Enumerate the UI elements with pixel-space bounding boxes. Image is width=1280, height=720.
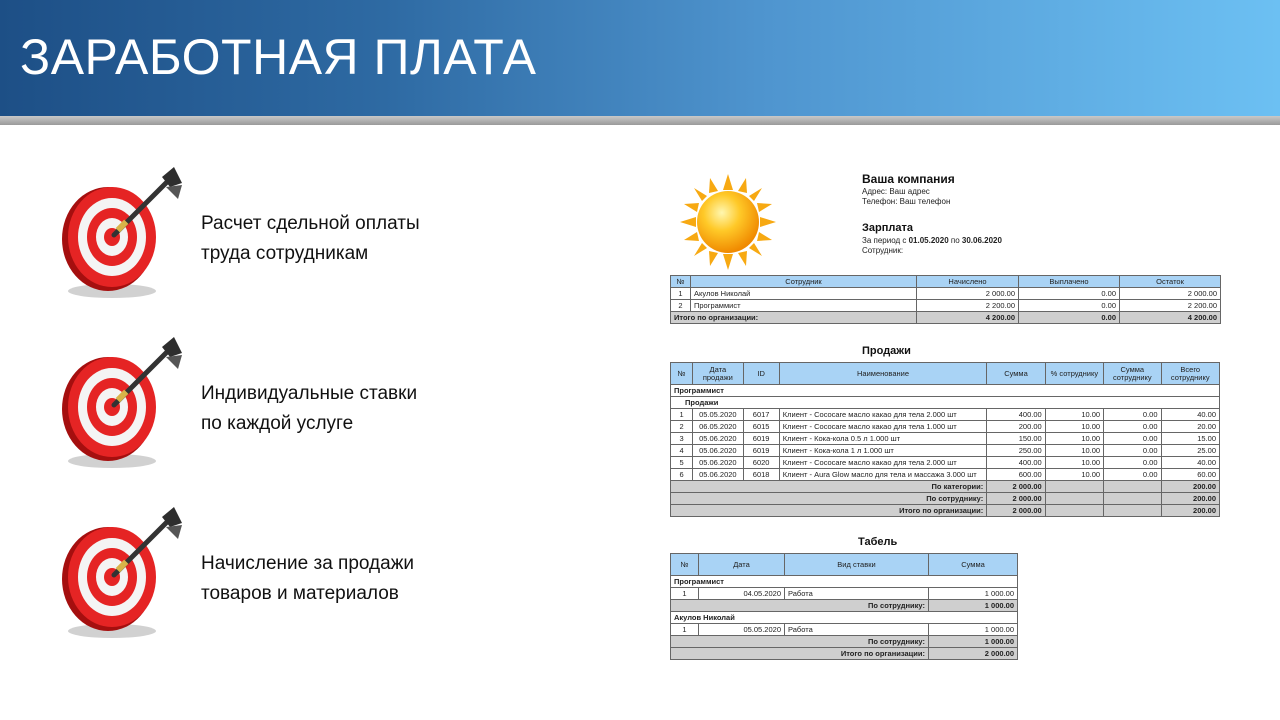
cell: 25.00 bbox=[1161, 445, 1219, 457]
cell: 2 000.00 bbox=[1120, 288, 1221, 300]
cell: 20.00 bbox=[1161, 421, 1219, 433]
salary-table bbox=[670, 275, 1221, 324]
subtotal-row bbox=[671, 600, 1018, 612]
col-percent: % сотруднику bbox=[1045, 363, 1103, 385]
cell: 6015 bbox=[743, 421, 779, 433]
cell: Клиент - Кока-кола 1 л 1.000 шт bbox=[779, 445, 987, 457]
report-period bbox=[862, 236, 1002, 256]
total-cell bbox=[1104, 481, 1161, 493]
cell: 60.00 bbox=[1161, 469, 1219, 481]
company-phone: Телефон: Ваш телефон bbox=[862, 197, 951, 206]
total-cell: 2 000.00 bbox=[987, 493, 1045, 505]
cell: 6017 bbox=[743, 409, 779, 421]
cell: 1 bbox=[671, 409, 693, 421]
feature-item-sales bbox=[50, 505, 500, 645]
cell: 600.00 bbox=[987, 469, 1045, 481]
cell: 10.00 bbox=[1045, 433, 1103, 445]
cell: 5 bbox=[671, 457, 693, 469]
table-row bbox=[671, 433, 1220, 445]
cell: 6019 bbox=[743, 445, 779, 457]
group-label: Программист bbox=[671, 385, 1220, 397]
sun-logo-icon bbox=[678, 172, 778, 272]
total-cell: 2 000.00 bbox=[987, 481, 1045, 493]
cell: Клиент - Cococare масло какао для тела 2.000 шт bbox=[779, 457, 987, 469]
cell: 0.00 bbox=[1104, 421, 1161, 433]
total-cell: 200.00 bbox=[1161, 481, 1219, 493]
table-row bbox=[671, 588, 1018, 600]
cell: Клиент - Cococare масло какао для тела 2.000 шт bbox=[779, 409, 987, 421]
target-icon bbox=[50, 505, 190, 645]
col-employee-total: Всего сотруднику bbox=[1161, 363, 1219, 385]
cell: 3 bbox=[671, 433, 693, 445]
target-icon bbox=[50, 335, 190, 475]
cell: 1 bbox=[671, 588, 699, 600]
cell: 0.00 bbox=[1104, 409, 1161, 421]
col-amount: Сумма bbox=[987, 363, 1045, 385]
cell: 15.00 bbox=[1161, 433, 1219, 445]
page-title: ЗАРАБОТНАЯ ПЛАТА bbox=[20, 29, 537, 85]
target-icon bbox=[50, 165, 190, 305]
col-employee: Сотрудник bbox=[691, 276, 917, 288]
table-header-row bbox=[671, 276, 1221, 288]
cell: 400.00 bbox=[987, 457, 1045, 469]
cell: 150.00 bbox=[987, 433, 1045, 445]
cell: 10.00 bbox=[1045, 421, 1103, 433]
cell: 05.06.2020 bbox=[693, 445, 743, 457]
total-cell bbox=[1104, 493, 1161, 505]
cell: Работа bbox=[785, 588, 929, 600]
group-row bbox=[671, 612, 1018, 624]
col-accrued: Начислено bbox=[917, 276, 1019, 288]
cell: 1 bbox=[671, 288, 691, 300]
feature-line: Расчет сдельной оплаты bbox=[201, 213, 420, 234]
cell: 10.00 bbox=[1045, 457, 1103, 469]
col-item-name: Наименование bbox=[779, 363, 987, 385]
cell: Работа bbox=[785, 624, 929, 636]
cell: 05.05.2020 bbox=[693, 409, 743, 421]
table-row bbox=[671, 624, 1018, 636]
col-rate-type: Вид ставки bbox=[785, 554, 929, 576]
feature-line: товаров и материалов bbox=[201, 583, 399, 604]
cell: 4 bbox=[671, 445, 693, 457]
period-to: 30.06.2020 bbox=[961, 236, 1002, 245]
cell: 1 000.00 bbox=[929, 624, 1018, 636]
cell: 400.00 bbox=[987, 409, 1045, 421]
table-row bbox=[671, 421, 1220, 433]
cell: Клиент - Cococare масло какао для тела 1.000 шт bbox=[779, 421, 987, 433]
cell: 2 bbox=[671, 300, 691, 312]
total-label: Итого по организации: bbox=[671, 312, 917, 324]
cell: 0.00 bbox=[1019, 300, 1120, 312]
header-banner bbox=[0, 0, 1280, 116]
company-address: Адрес: Ваш адрес bbox=[862, 187, 930, 196]
timesheet-title: Табель bbox=[858, 536, 898, 548]
feature-line: Индивидуальные ставки bbox=[201, 383, 418, 404]
cell: 1 bbox=[671, 624, 699, 636]
cell: 04.05.2020 bbox=[699, 588, 785, 600]
cell: 2 200.00 bbox=[917, 300, 1019, 312]
cell: 0.00 bbox=[1104, 457, 1161, 469]
feature-text-rates bbox=[201, 379, 417, 439]
cell: 0.00 bbox=[1104, 445, 1161, 457]
col-num: № bbox=[671, 363, 693, 385]
subgroup-label: Продажи bbox=[671, 397, 1220, 409]
col-num: № bbox=[671, 554, 699, 576]
total-cell: 0.00 bbox=[1019, 312, 1120, 324]
cell: Программист bbox=[691, 300, 917, 312]
total-row bbox=[671, 648, 1018, 660]
cell: 0.00 bbox=[1019, 288, 1120, 300]
group-label: Программист bbox=[671, 576, 1018, 588]
col-sale-date: Дата продажи bbox=[693, 363, 743, 385]
cell: 2 200.00 bbox=[1120, 300, 1221, 312]
feature-text-piecework bbox=[201, 209, 420, 269]
cell: 40.00 bbox=[1161, 409, 1219, 421]
cell: 2 bbox=[671, 421, 693, 433]
period-mid: по bbox=[950, 236, 960, 245]
feature-item-rates bbox=[50, 335, 500, 475]
salary-report bbox=[660, 160, 1240, 680]
cell: 6 bbox=[671, 469, 693, 481]
table-row bbox=[671, 469, 1220, 481]
sales-table bbox=[670, 362, 1220, 517]
table-row bbox=[671, 300, 1221, 312]
feature-line: труда сотрудникам bbox=[201, 243, 369, 264]
cell: Акулов Николай bbox=[691, 288, 917, 300]
total-cell: 200.00 bbox=[1161, 493, 1219, 505]
table-row bbox=[671, 457, 1220, 469]
total-cell: 2 000.00 bbox=[929, 648, 1018, 660]
col-date: Дата bbox=[699, 554, 785, 576]
subtotal-row bbox=[671, 636, 1018, 648]
cell: 200.00 bbox=[987, 421, 1045, 433]
table-header-row bbox=[671, 554, 1018, 576]
cell: 05.06.2020 bbox=[693, 433, 743, 445]
total-cell bbox=[1045, 493, 1103, 505]
report-title: Зарплата bbox=[862, 222, 913, 234]
subgroup-row bbox=[671, 397, 1220, 409]
cell: Клиент - Aura Glow масло для тела и массажа 3.000 шт bbox=[779, 469, 987, 481]
col-num: № bbox=[671, 276, 691, 288]
total-row bbox=[671, 505, 1220, 517]
header-divider bbox=[0, 116, 1280, 125]
table-row bbox=[671, 409, 1220, 421]
total-cell: 1 000.00 bbox=[929, 636, 1018, 648]
cell: 05.06.2020 bbox=[693, 469, 743, 481]
cell: 2 000.00 bbox=[917, 288, 1019, 300]
cell: 10.00 bbox=[1045, 445, 1103, 457]
cell: Клиент - Кока-кола 0.5 л 1.000 шт bbox=[779, 433, 987, 445]
sales-title: Продажи bbox=[862, 345, 911, 357]
table-row bbox=[671, 445, 1220, 457]
cell: 10.00 bbox=[1045, 469, 1103, 481]
cell: 40.00 bbox=[1161, 457, 1219, 469]
total-row bbox=[671, 493, 1220, 505]
employee-label: Сотрудник: bbox=[862, 246, 904, 255]
cell: 05.05.2020 bbox=[699, 624, 785, 636]
cell: 6018 bbox=[743, 469, 779, 481]
total-cell bbox=[1045, 481, 1103, 493]
cell: 1 000.00 bbox=[929, 588, 1018, 600]
col-employee-amount: Сумма сотруднику bbox=[1104, 363, 1161, 385]
feature-line: Начисление за продажи bbox=[201, 553, 415, 574]
total-cell: 4 200.00 bbox=[917, 312, 1019, 324]
total-cell: 200.00 bbox=[1161, 505, 1219, 517]
cell: 6020 bbox=[743, 457, 779, 469]
total-cell bbox=[1045, 505, 1103, 517]
period-from: 01.05.2020 bbox=[908, 236, 949, 245]
timesheet-table bbox=[670, 553, 1018, 660]
period-prefix: За период с bbox=[862, 236, 907, 245]
cell: 0.00 bbox=[1104, 433, 1161, 445]
group-row bbox=[671, 385, 1220, 397]
total-cell: 2 000.00 bbox=[987, 505, 1045, 517]
cell: 250.00 bbox=[987, 445, 1045, 457]
cell: 06.05.2020 bbox=[693, 421, 743, 433]
total-row bbox=[671, 312, 1221, 324]
col-id: ID bbox=[743, 363, 779, 385]
total-row bbox=[671, 481, 1220, 493]
cell: 05.06.2020 bbox=[693, 457, 743, 469]
group-label: Акулов Николай bbox=[671, 612, 1018, 624]
cell: 6019 bbox=[743, 433, 779, 445]
company-contacts bbox=[862, 187, 950, 207]
feature-text-sales bbox=[201, 549, 414, 609]
total-label: Итого по организации: bbox=[671, 648, 929, 660]
col-sum: Сумма bbox=[929, 554, 1018, 576]
cell: 0.00 bbox=[1104, 469, 1161, 481]
total-label: По сотруднику: bbox=[671, 493, 987, 505]
feature-item-piecework bbox=[50, 165, 500, 305]
total-label: Итого по организации: bbox=[671, 505, 987, 517]
cell: 10.00 bbox=[1045, 409, 1103, 421]
total-label: По сотруднику: bbox=[671, 636, 929, 648]
table-header-row bbox=[671, 363, 1220, 385]
total-cell: 4 200.00 bbox=[1120, 312, 1221, 324]
total-cell: 1 000.00 bbox=[929, 600, 1018, 612]
col-balance: Остаток bbox=[1120, 276, 1221, 288]
table-row bbox=[671, 288, 1221, 300]
total-label: По категории: bbox=[671, 481, 987, 493]
col-paid: Выплачено bbox=[1019, 276, 1120, 288]
company-name: Ваша компания bbox=[862, 172, 955, 186]
feature-line: по каждой услуге bbox=[201, 413, 354, 434]
group-row bbox=[671, 576, 1018, 588]
total-label: По сотруднику: bbox=[671, 600, 929, 612]
total-cell bbox=[1104, 505, 1161, 517]
